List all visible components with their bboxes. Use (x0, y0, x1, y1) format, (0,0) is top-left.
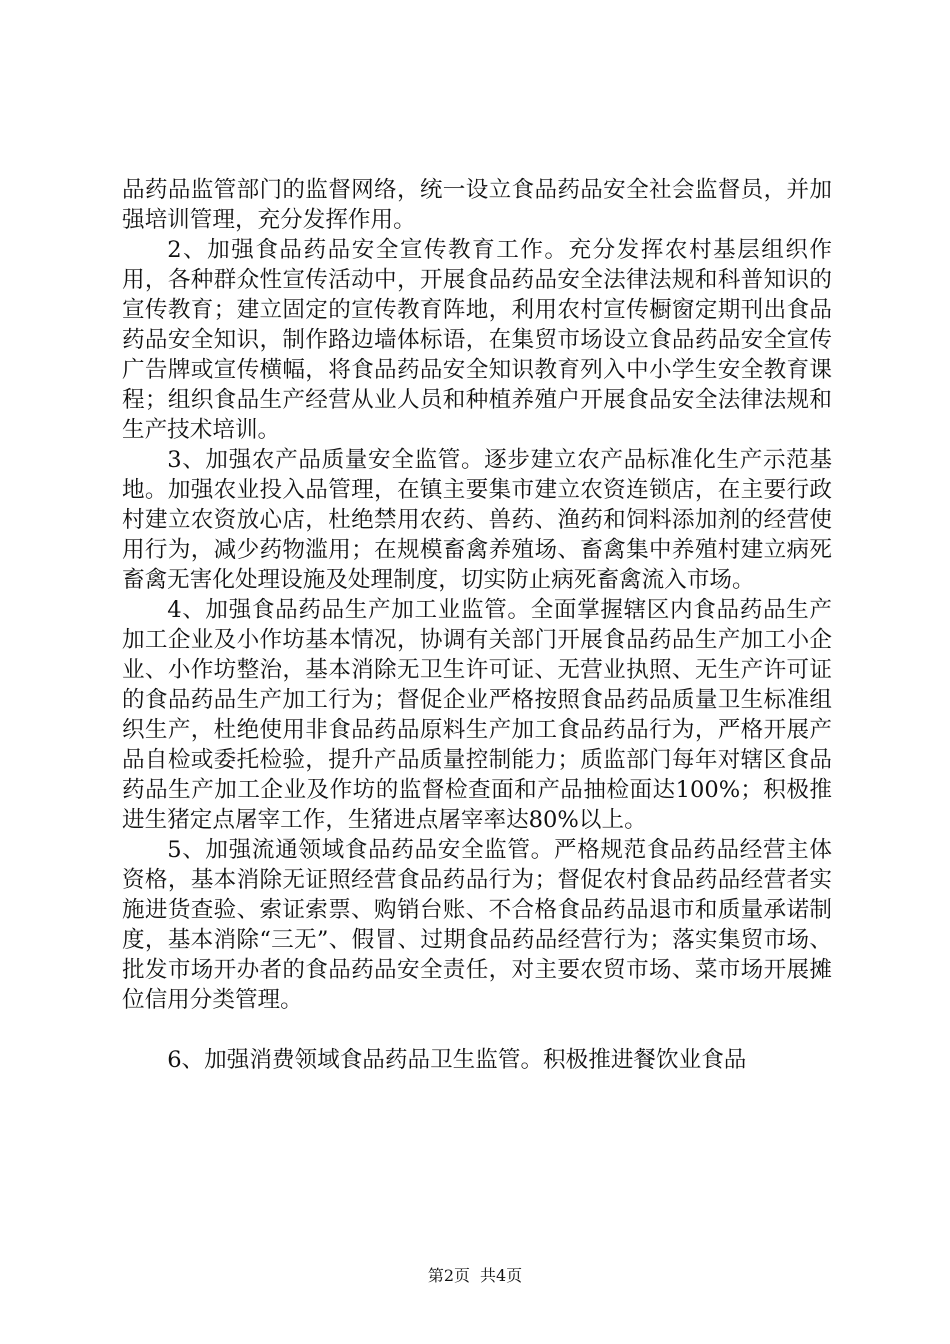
paragraph-item-3: 3、加强农产品质量安全监管。逐步建立农产品标准化生产示范基地。加强农业投入品管理，在镇主要集市建立农资连锁店，在主要行政村建立农资放心店，杜绝禁用农药、兽药、渔药和饲料添加剂的经营使用行为，减少药物滥用；在规模畜禽养殖场、畜禽集中养殖村建立病死畜禽无害化处理设施及处理制度，切实防止病死畜禽流入市场。 (122, 447, 832, 593)
page-total: 共4页 (480, 1266, 523, 1285)
page-number: 第2页 (427, 1266, 470, 1285)
page-footer (0, 1266, 950, 1286)
paragraph-item-4: 4、加强食品药品生产加工业监管。全面掌握辖区内食品药品生产加工企业及小作坊基本情况，协调有关部门开展食品药品生产加工小企业、小作坊整治，基本消除无卫生许可证、无营业执照、无生产许可证的食品药品生产加工行为；督促企业严格按照食品药品质量卫生标准组织生产，杜绝使用非食品药品原料生产加工食品药品行为，严格开展产品自检或委托检验，提升产品质量控制能力；质监部门每年对辖区食品药品生产加工企业及作坊的监督检查面和产品抽检面达100%；积极推进生猪定点屠宰工作，生猪进点屠宰率达80%以上。 (122, 597, 832, 833)
paragraph-continuation: 品药品监管部门的监督网络，统一设立食品药品安全社会监督员，并加强培训管理，充分发挥作用。 (122, 177, 832, 233)
paragraph-item-6: 6、加强消费领域食品药品卫生监管。积极推进餐饮业食品 (167, 1047, 747, 1073)
document-body (122, 175, 832, 1075)
paragraph-item-5: 5、加强流通领域食品药品安全监管。严格规范食品药品经营主体资格，基本消除无证照经营食品药品行为；督促农村食品药品经营者实施进货查验、索证索票、购销台账、不合格食品药品退市和质量承诺制度，基本消除“三无”、假冒、过期食品药品经营行为；落实集贸市场、批发市场开办者的食品药品安全责任，对主要农贸市场、菜市场开展摊位信用分类管理。 (122, 837, 832, 1013)
paragraph-item-2: 2、加强食品药品安全宣传教育工作。充分发挥农村基层组织作用，各种群众性宣传活动中，开展食品药品安全法律法规和科普知识的宣传教育；建立固定的宣传教育阵地，利用农村宣传橱窗定期刊出食品药品安全知识，制作路边墙体标语，在集贸市场设立食品药品安全宣传广告牌或宣传横幅，将食品药品安全知识教育列入中小学生安全教育课程；组织食品生产经营从业人员和种植养殖户开展食品安全法律法规和生产技术培训。 (122, 237, 832, 443)
